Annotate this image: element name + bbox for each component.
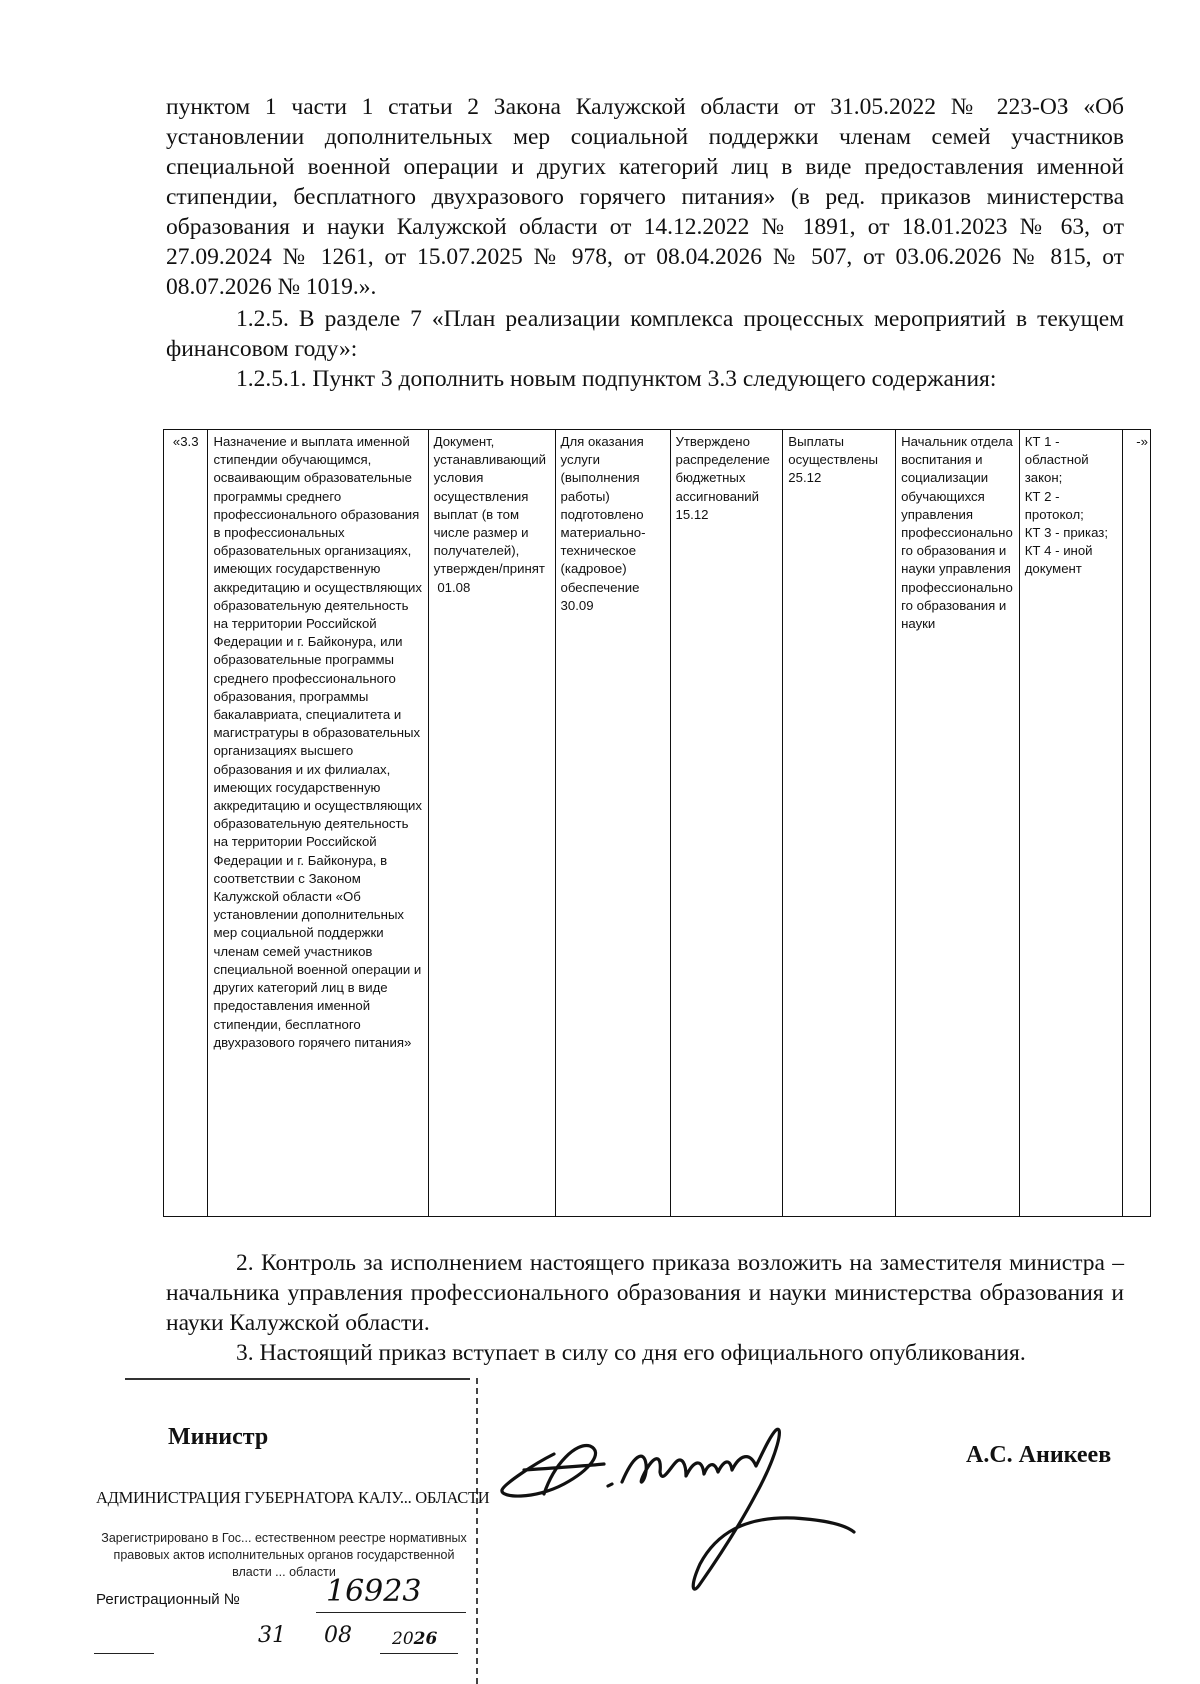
paragraph-effective: 3. Настоящий приказ вступает в силу со дня его официального опубликования. [236,1340,1026,1366]
stamp-top-line [125,1378,470,1380]
date-line-year [380,1653,458,1654]
checkpoint-2-text: Для оказания услуги (выполнения работы) подготовлено материально-техническое (кадровое) обеспечение [560,434,646,595]
checkpoint-4-text: Выплаты осуществлены [788,434,878,468]
checkpoint-3-text: Утверждено распределение бюджетных ассигнований [675,434,770,504]
checkpoint-3-cell [670,430,783,1217]
stamp-day: 31 [258,1623,286,1648]
date-line-left [94,1653,154,1654]
doc-type-4: КТ 4 - иной документ [1024,543,1093,577]
closing-mark-cell: -» [1122,430,1150,1217]
doc-type-3: КТ 3 - приказ; [1024,525,1108,541]
registration-stamp [80,1378,490,1684]
stamp-reg-label: Регистрационный № [96,1591,240,1608]
responsible-cell: Начальник отдела воспитания и социализации обучающихся управления профессионального образования и науки управления профессионального образования и науки [896,430,1020,1217]
reg-number-underline [316,1612,466,1613]
paragraph-section-7: 1.2.5. В разделе 7 «План реализации комплекса процессных мероприятий в текущем финансовом году»: [166,306,1124,362]
checkpoint-4-cell [783,430,896,1217]
paragraph-control: 2. Контроль за исполнением настоящего приказа возложить на заместителя министра – начальника управления профессионального образования и науки министерства образования и науки Калужской области. [166,1250,1124,1336]
row-number-cell: «3.3 [164,430,208,1217]
checkpoint-1-text: Документ, устанавливающий условия осуществления выплат (в том числе размер и получателей), утвержден/принят [433,434,546,577]
signature-icon [494,1424,874,1604]
stamp-month: 08 [324,1623,352,1648]
checkpoint-4-date: 25.12 [788,470,822,486]
checkpoint-2-date: 30.09 [560,597,594,613]
stamp-admin-line: АДМИНИСТРАЦИЯ ГУБЕРНАТОРА КАЛУ... ОБЛАСТИ [96,1488,490,1507]
checkpoint-1-date: 01.08 [437,579,471,595]
doc-type-2: КТ 2 - протокол; [1024,488,1084,522]
table-row [164,430,1151,1217]
stamp-year [392,1629,437,1649]
doc-type-1: КТ 1 - областной закон; [1024,434,1089,486]
stamp-year-prefix: 20 [392,1629,414,1649]
stamp-year-suffix: 26 [413,1629,438,1649]
checkpoint-1-cell [428,430,555,1217]
event-cell: Назначение и выплата именной стипендии обучающимся, осваивающим образовательные программы среднего профессионального образования в профессиональных образовательных организациях, имеющих государственную аккредитацию и осуществляющих образовательную деятельность на территории Российской Федерации и г. Байконура, или образовательные программы среднего профессионального образования, программы бакалавриата, специалитета и магистратуры в образовательных организациях высшего образования и их филиалах, имеющих государственную аккредитацию и осуществляющих образовательную деятельность на территории Российской Федерации и г. Байконура, в соответствии с Законом Калужской области «Об установлении дополнительных мер социальной поддержки членам семей участников специальной военной операции и других категорий лиц в виде предоставления именной стипендии, бесплатного двухразового горячего питания» [208,430,428,1217]
plan-table [163,429,1151,1217]
signer-name: А.С. Аникеев [966,1442,1112,1468]
stamp-reg-number: 16923 [326,1574,422,1609]
minister-title: Министр [168,1424,269,1450]
checkpoint-2-cell [555,430,670,1217]
stamp-registered-text: Зарегистрировано в Гос... естественном реестре нормативных правовых актов исполнительных органов государственной власти ... области [101,1531,467,1579]
paragraph-item-3-3: 1.2.5.1. Пункт 3 дополнить новым подпунктом 3.3 следующего содержания: [236,366,997,392]
doc-types-cell [1019,430,1122,1217]
checkpoint-3-date: 15.12 [675,506,709,522]
paragraph-law-reference: пунктом 1 части 1 статьи 2 Закона Калужской области от 31.05.2022 № 223-ОЗ «Об установлении дополнительных мер социальной поддержки членам семей участников специальной военной операции и других категорий лиц в виде предоставления именной стипендии, бесплатного двухразового горячего питания» (в ред. приказов министерства образования и науки Калужской области от 14.12.2022 № 1891, от 18.01.2023 № 63, от 27.09.2024 № 1261, от 15.07.2025 № 978, от 08.04.2026 № 507, от 03.06.2026 № 815, от 08.07.2026 № 1019.». [166,94,1124,300]
